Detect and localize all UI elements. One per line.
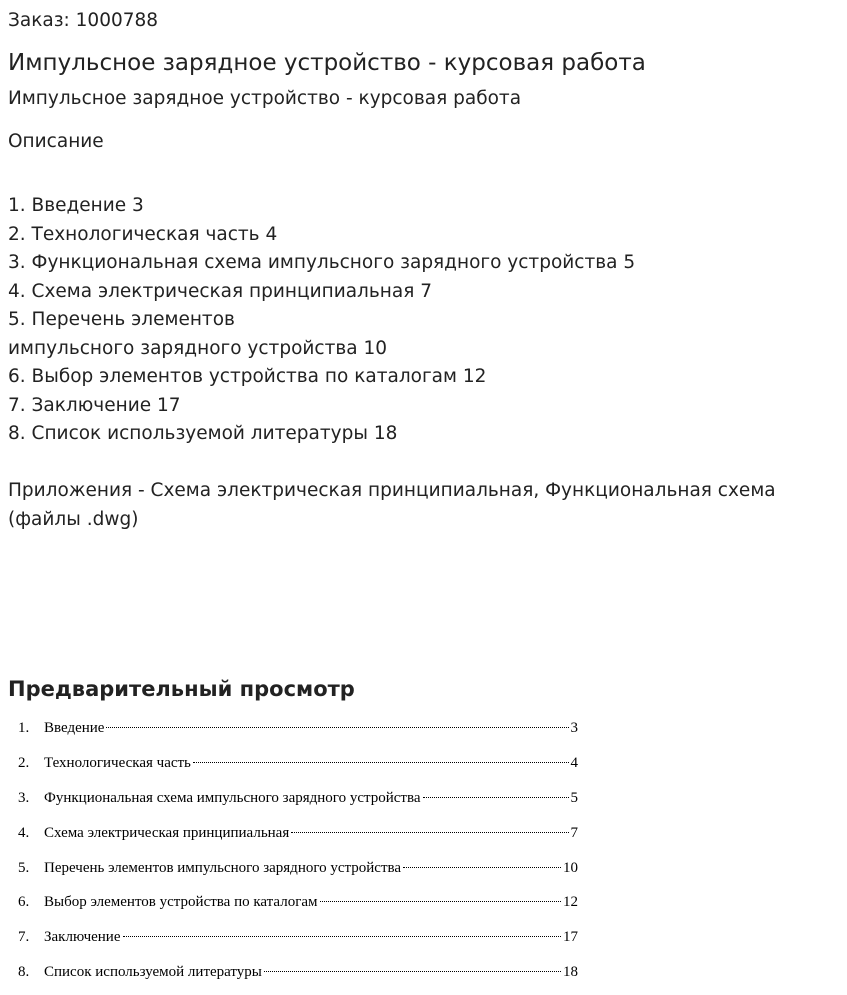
appendix-text: Приложения - Схема электрическая принципиальная, Функциональная схема (файлы .dwg) [8, 480, 776, 530]
toc-line: 1. Введение 3 [8, 195, 144, 216]
preview-toc-number: 6. [18, 894, 30, 911]
preview-toc-page: 12 [563, 894, 578, 911]
preview-toc-number: 8. [18, 964, 30, 981]
preview-toc-number: 2. [18, 754, 30, 771]
toc-line: 5. Перечень элементов [8, 309, 235, 330]
preview-toc-row [8, 889, 578, 924]
preview-toc-number: 1. [18, 720, 30, 736]
toc-line: 6. Выбор элементов устройства по каталогам 12 [8, 366, 487, 387]
preview-toc-page: 5 [570, 789, 578, 806]
preview-toc-row [8, 785, 578, 820]
description-toc [8, 192, 828, 449]
preview-toc-label: Список используемой литературы [44, 964, 262, 981]
preview-toc-leader [193, 762, 569, 763]
preview-toc-page: 17 [563, 929, 578, 946]
preview-toc-leader [403, 867, 561, 868]
page-title: Импульсное зарядное устройство - курсовая работа [8, 50, 646, 76]
preview-toc-number: 7. [18, 929, 30, 946]
preview-toc-number: 4. [18, 824, 30, 841]
preview-toc-label: Технологическая часть [44, 754, 191, 771]
preview-toc-leader [320, 901, 562, 902]
preview-toc-row [8, 820, 578, 855]
preview-toc-leader [423, 797, 569, 798]
preview-toc-number: 5. [18, 859, 30, 876]
toc-line: 4. Схема электрическая принципиальная 7 [8, 280, 433, 302]
preview-toc-leader [264, 971, 561, 972]
preview-toc-leader [291, 832, 568, 833]
toc-line: 2. Технологическая часть 4 [8, 223, 278, 245]
preview-toc-number: 3. [18, 789, 30, 806]
preview-toc-page: 18 [563, 964, 578, 981]
preview-toc [8, 715, 578, 994]
preview-toc-page: 7 [570, 824, 578, 841]
toc-line: 8. Список используемой литературы 18 [8, 423, 398, 444]
order-number: Заказ: 1000788 [8, 10, 159, 31]
preview-toc-label: Схема электрическая принципиальная [44, 824, 290, 841]
preview-toc-row [8, 715, 578, 750]
preview-toc-row [8, 924, 578, 959]
page-subtitle: Импульсное зарядное устройство - курсовая работа [8, 88, 522, 109]
preview-toc-page: 3 [570, 720, 578, 736]
preview-toc-label: Введение [44, 720, 105, 736]
preview-toc-label: Функциональная схема импульсного зарядного устройства [44, 789, 421, 806]
preview-toc-label: Выбор элементов устройства по каталогам [44, 894, 318, 911]
preview-toc-page: 10 [563, 859, 578, 876]
preview-toc-row [8, 750, 578, 785]
preview-heading: Предварительный просмотр [8, 677, 355, 701]
preview-toc-label: Заключение [44, 929, 121, 946]
preview-toc-leader [106, 727, 568, 728]
preview-toc-leader [123, 936, 562, 937]
preview-toc-row [8, 855, 578, 890]
toc-line: импульсного зарядного устройства 10 [8, 337, 388, 359]
toc-line: 7. Заключение 17 [8, 394, 181, 416]
preview-toc-row [8, 959, 578, 994]
description-heading: Описание [8, 131, 104, 152]
preview-toc-label: Перечень элементов импульсного зарядного устройства [44, 859, 402, 876]
toc-line: 3. Функциональная схема импульсного зарядного устройства 5 [8, 252, 636, 273]
preview-toc-page: 4 [570, 754, 578, 771]
